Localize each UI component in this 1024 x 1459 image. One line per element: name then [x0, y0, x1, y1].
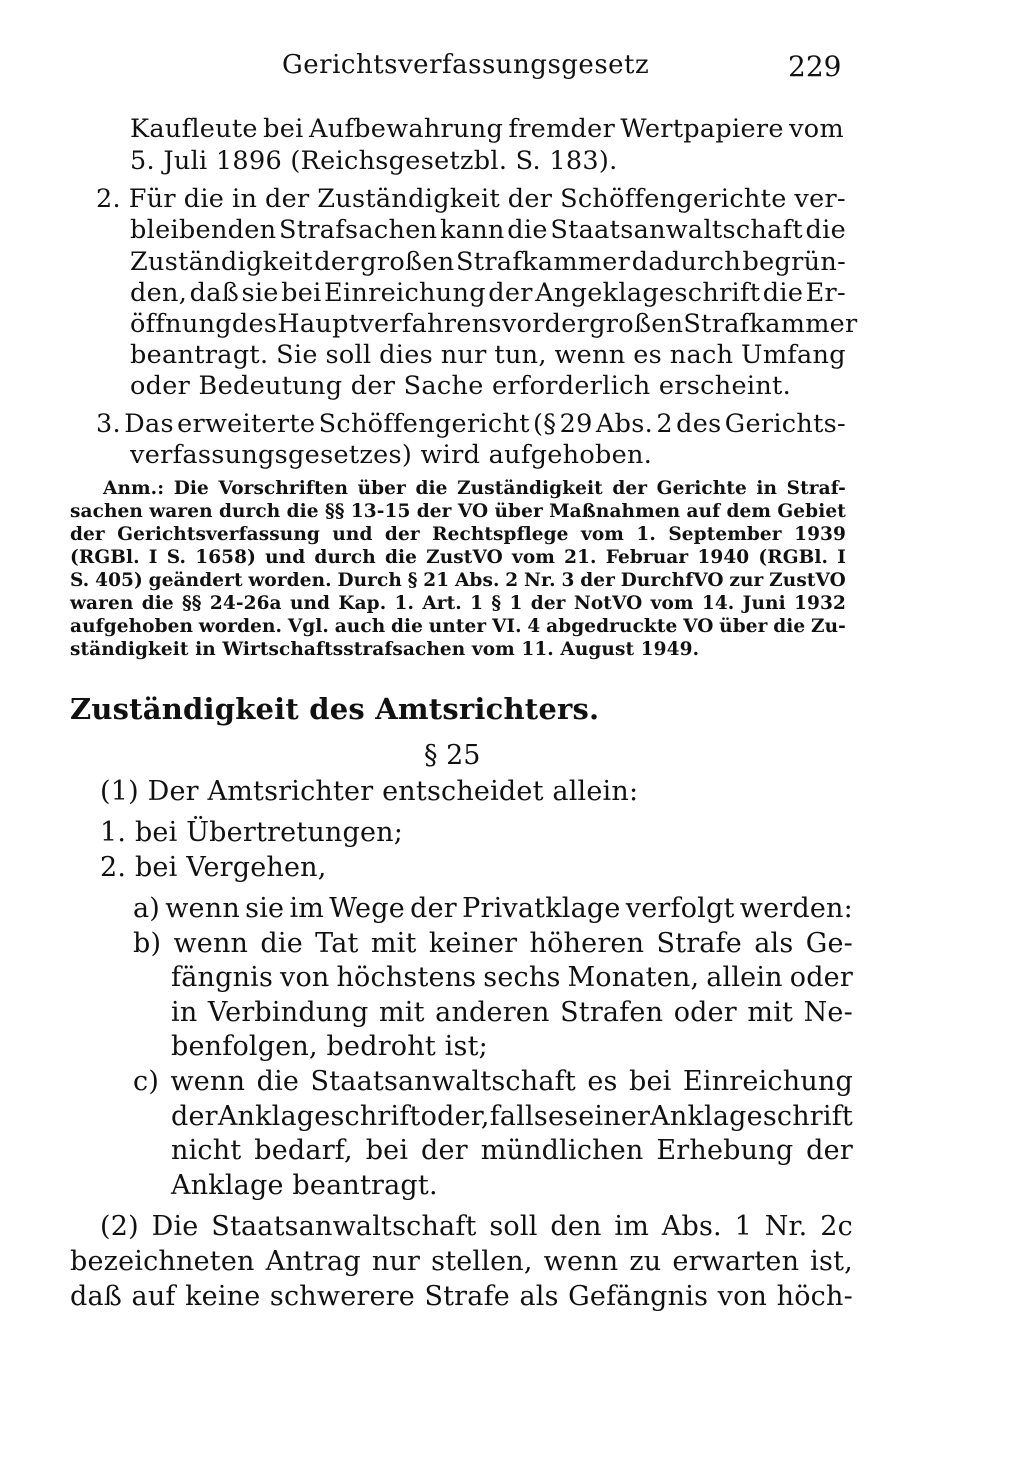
text-line: Zuständigkeit der großen Strafkammer dadurch begrün-: [130, 247, 846, 277]
section-heading: Zuständigkeit des Amtsrichters.: [70, 692, 600, 726]
text-line: öffnung des Hauptverfahrens vor der großen Strafkammer: [130, 309, 858, 339]
list-item-2: 2. bei Vergehen,: [100, 852, 327, 883]
text-line: bezeichneten Antrag nur stellen, wenn zu erwarten ist,: [70, 1246, 853, 1277]
annotation-line: ständigkeit in Wirtschaftsstrafsachen vom 11. August 1949.: [70, 639, 700, 660]
annotation-line: waren die §§ 24-26a und Kap. 1. Art. 1 § 1 der NotVO vom 14. Juni 1932: [70, 593, 846, 614]
annotation-line: (RGBl. I S. 1658) und durch die ZustVO vom 21. Februar 1940 (RGBl. I: [70, 547, 846, 568]
text-line: daß auf keine schwerere Strafe als Gefängnis von höch-: [70, 1281, 853, 1312]
annotation-line: Anm.: Die Vorschriften über die Zuständigkeit der Gerichte in Straf-: [103, 478, 846, 499]
sub-item-a: a) wenn sie im Wege der Privatklage verfolgt werden:: [133, 893, 853, 924]
text-line: 5. Juli 1896 (Reichsgesetzbl. S. 183).: [130, 146, 618, 176]
list-item-3: 3. Das erweiterte Schöffengericht (§ 29 Abs. 2 des Gerichts-: [96, 409, 846, 439]
page-number: 229: [788, 50, 842, 83]
list-item-1: 1. bei Übertretungen;: [100, 817, 404, 848]
annotation-line: aufgehoben worden. Vgl. auch die unter VI. 4 abgedruckte VO über die Zu-: [70, 616, 846, 637]
text-line: beantragt. Sie soll dies nur tun, wenn es nach Umfang: [130, 340, 846, 370]
text-line: (1) Der Amtsrichter entscheidet allein:: [100, 776, 639, 807]
text-line: der Anklageschrift oder, falls es einer Anklageschrift: [171, 1101, 853, 1132]
text-line: verfassungsgesetzes) wird aufgehoben.: [130, 440, 653, 470]
annotation-line: S. 405) geändert worden. Durch § 21 Abs. 2 Nr. 3 der DurchfVO zur ZustVO: [70, 570, 846, 591]
text-line: in Verbindung mit anderen Strafen oder mit Ne-: [171, 997, 853, 1028]
annotation-line: der Gerichtsverfassung und der Rechtspflege vom 1. September 1939: [70, 524, 846, 545]
text-line: oder Bedeutung der Sache erforderlich erscheint.: [130, 371, 792, 401]
text-line: fängnis von höchstens sechs Monaten, allein oder: [171, 962, 853, 993]
text-line: Anklage beantragt.: [171, 1170, 438, 1201]
text-line: bleibenden Strafsachen kann die Staatsanwaltschaft die: [130, 215, 846, 245]
annotation-line: sachen waren durch die §§ 13-15 der VO über Maßnahmen auf dem Gebiet: [70, 501, 846, 522]
text-line: (2) Die Staatsanwaltschaft soll den im Abs. 1 Nr. 2c: [100, 1211, 853, 1242]
list-item-2: 2. Für die in der Zuständigkeit der Schöffengerichte ver-: [96, 184, 846, 214]
sub-item-b: b) wenn die Tat mit keiner höheren Strafe als Ge-: [133, 928, 853, 959]
sub-item-c: c) wenn die Staatsanwaltschaft es bei Einreichung: [133, 1066, 853, 1097]
text-line: Kaufleute bei Aufbewahrung fremder Wertpapiere vom: [130, 114, 844, 144]
text-line: benfolgen, bedroht ist;: [171, 1031, 488, 1062]
text-line: nicht bedarf, bei der mündlichen Erhebung der: [171, 1135, 853, 1166]
paragraph-number: § 25: [424, 740, 481, 771]
text-line: den, daß sie bei Einreichung der Angeklageschrift die Er-: [130, 278, 846, 308]
running-header: Gerichtsverfassungsgesetz: [282, 50, 650, 80]
